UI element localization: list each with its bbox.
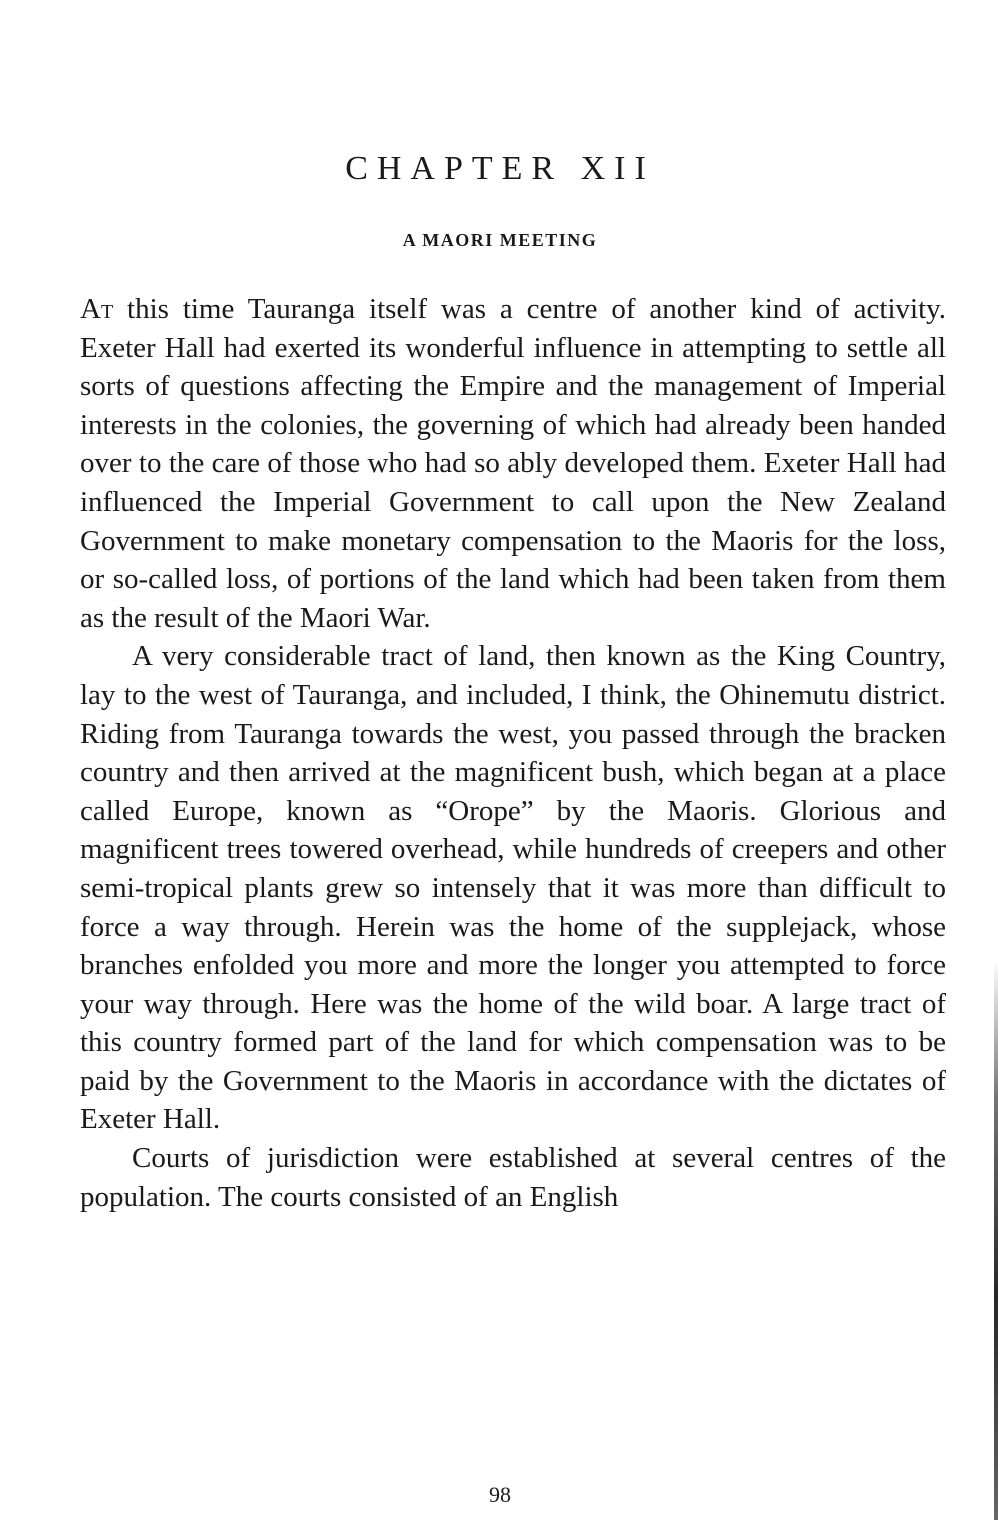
paragraph-3: Courts of jurisdiction were established at several centres of the population. The courts consisted of an English	[80, 1142, 946, 1213]
paragraph-1-text: this time Tauranga itself was a centre of another kind of activity. Exeter Hall had exerted its wonderful influence in attempting to settle all sorts of questions affecting the Empire and the management of Imperial interests in the colonies, the governing of which had already been handed over to the care of those who had so ably developed them. Exeter Hall had influenced the Imperial Government to call upon the New Zealand Government to make monetary compensation to the Maoris for the loss, or so-called loss, of portions of the land which had been taken from them as the result of the Maori War.	[80, 293, 946, 634]
paragraph-1	[80, 290, 946, 637]
chapter-body	[80, 290, 946, 1216]
scan-edge-shadow	[994, 960, 998, 1520]
chapter-title: CHAPTER XII	[345, 150, 655, 187]
chapter-subtitle: A MAORI MEETING	[402, 230, 598, 250]
paragraph-2: A very considerable tract of land, then known as the King Country, lay to the west of Tauranga, and included, I think, the Ohinemutu district. Riding from Tauranga towards the west, you passed through the bracken country and then arrived at the magnificent bush, which began at a place called Europe, known as “Orope” by the Maoris. Glorious and magnificent trees towered overhead, while hundreds of creepers and other semi-tropical plants grew so intensely that it was more than difficult to force a way through. Herein was the home of the supplejack, whose branches enfolded you more and more the longer you attempted to force your way through. Here was the home of the wild boar. A large tract of this country formed part of the land for which compensation was to be paid by the Government to the Maoris in accordance with the dictates of Exeter Hall.	[80, 640, 946, 1136]
paragraph-lead-word: At	[80, 293, 114, 325]
page-number: 98	[489, 1482, 511, 1507]
